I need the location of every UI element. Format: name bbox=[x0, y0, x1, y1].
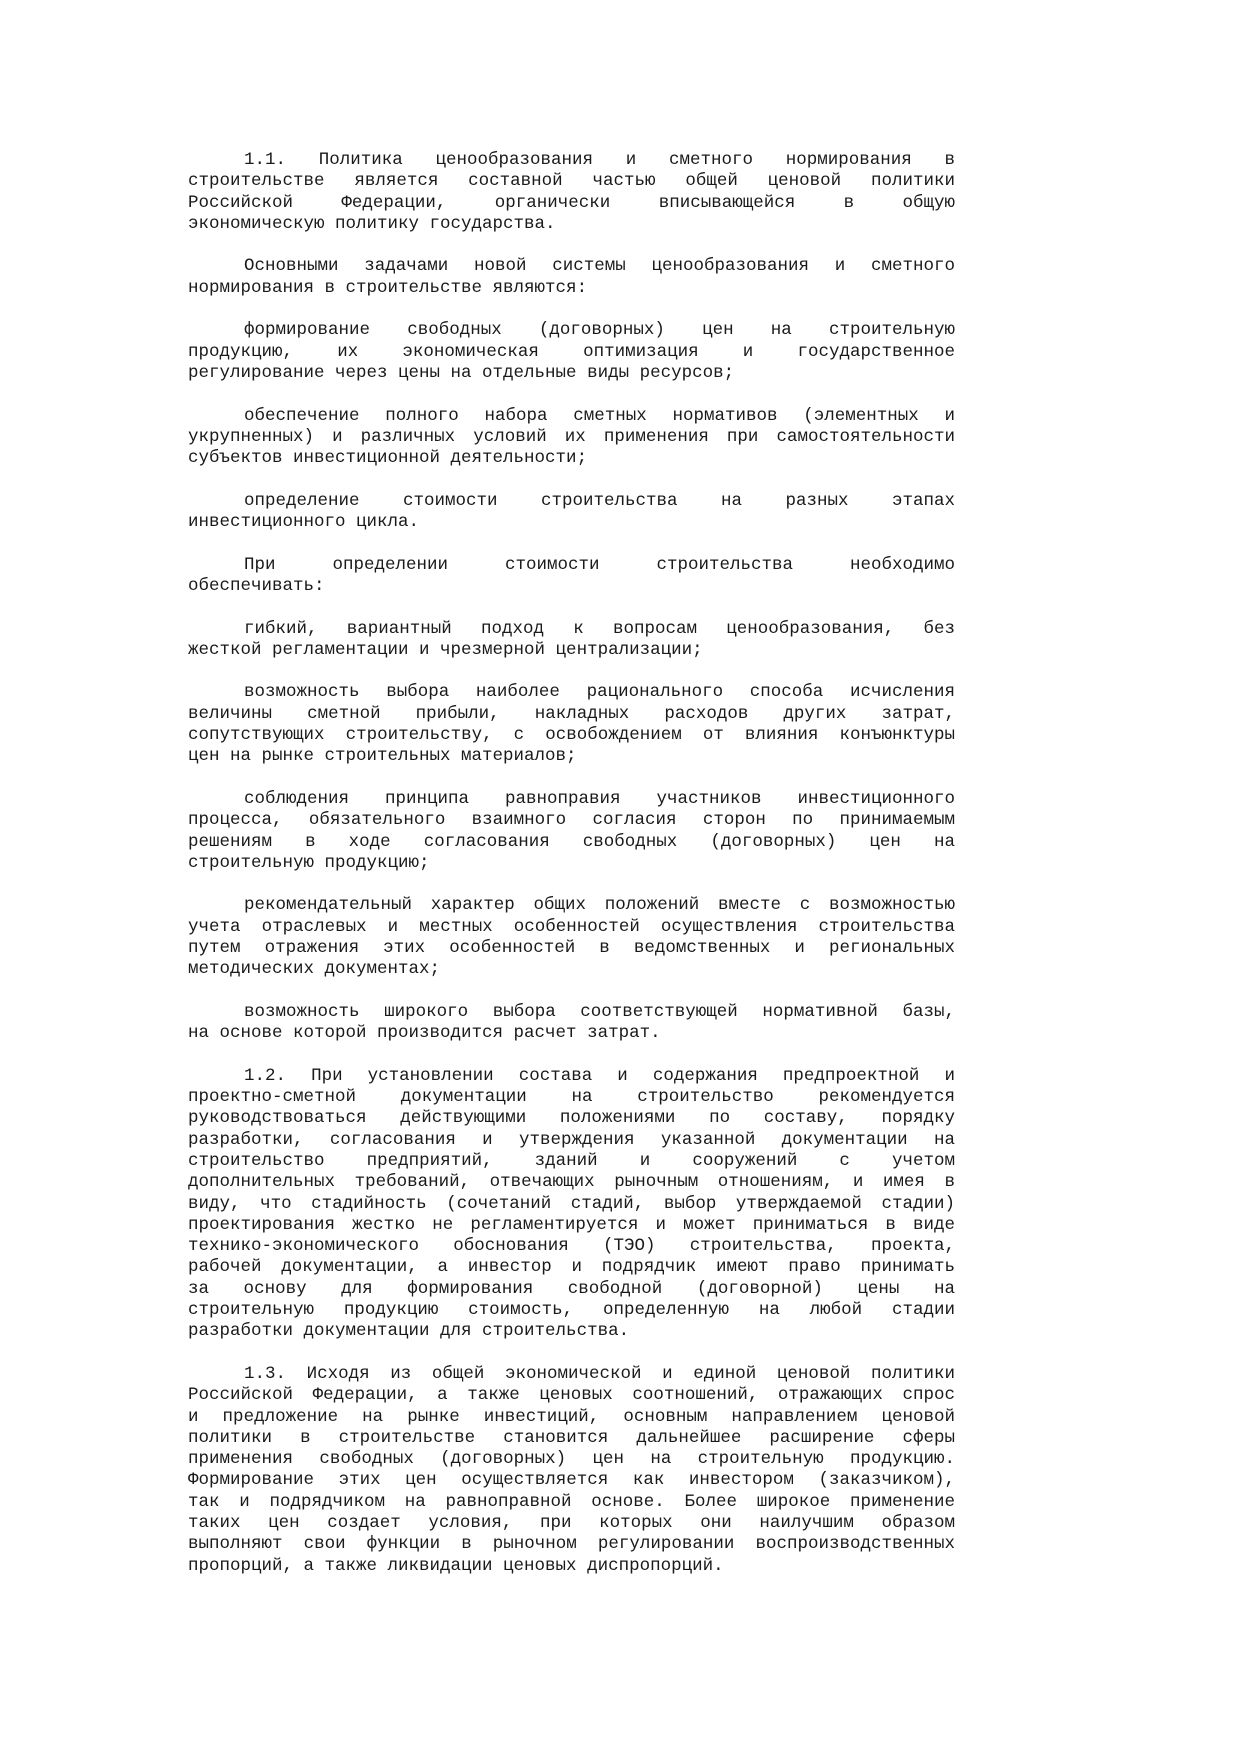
text-line: проектирования жестко не регламентируется и может приниматься в виде bbox=[188, 1214, 955, 1235]
text-line: применения свободных (договорных) цен на строительную продукцию. bbox=[188, 1449, 955, 1470]
text-line: субъектов инвестиционной деятельности; bbox=[188, 448, 588, 469]
text-line: формирование свободных (договорных) цен на строительную bbox=[244, 320, 955, 341]
text-line: обеспечение полного набора сметных нормативов (элементных и bbox=[244, 405, 955, 426]
text-line: сопутствующих строительству, с освобождением от влияния конъюнктуры bbox=[188, 725, 955, 746]
paragraph bbox=[188, 895, 955, 980]
text-line: гибкий, вариантный подход к вопросам ценообразования, без bbox=[244, 618, 955, 639]
text-line: разработки, согласования и утверждения указанной документации на bbox=[188, 1129, 955, 1150]
text-line: пропорций, а также ликвидации ценовых диспропорций. bbox=[188, 1555, 724, 1576]
text-line: соблюдения принципа равноправия участников инвестиционного bbox=[244, 788, 955, 809]
paragraph bbox=[188, 256, 955, 299]
text-line: величины сметной прибыли, накладных расходов других затрат, bbox=[188, 703, 955, 724]
document-page bbox=[188, 150, 955, 1598]
text-line: инвестиционного цикла. bbox=[188, 512, 420, 533]
text-line: Российской Федерации, органически вписывающейся в общую bbox=[188, 192, 955, 213]
paragraph bbox=[188, 1066, 955, 1343]
text-line: проектно-сметной документации на строительство рекомендуется bbox=[188, 1087, 955, 1108]
paragraph bbox=[188, 555, 955, 598]
text-line: строительство предприятий, зданий и сооружений с учетом bbox=[188, 1150, 955, 1171]
text-line: 1.3. Исходя из общей экономической и единой ценовой политики bbox=[244, 1363, 955, 1384]
text-line: на основе которой производится расчет затрат. bbox=[188, 1023, 661, 1044]
paragraph bbox=[188, 491, 955, 534]
text-line: таких цен создает условия, при которых они наилучшим образом bbox=[188, 1513, 955, 1533]
text-line: учета отраслевых и местных особенностей осуществления строительства bbox=[188, 916, 955, 937]
text-line: Основными задачами новой системы ценообразования и сметного bbox=[244, 256, 955, 277]
text-line: рабочей документации, а инвестор и подрядчик имеют право принимать bbox=[188, 1257, 955, 1278]
text-line: продукцию, их экономическая оптимизация и государственное bbox=[188, 341, 955, 362]
text-line: Российской Федерации, а также ценовых соотношений, отражающих спрос bbox=[188, 1385, 955, 1406]
text-line: решениям в ходе согласования свободных (договорных) цен на bbox=[188, 831, 955, 852]
text-line: Формирование этих цен осуществляется как инвестором (заказчиком), bbox=[188, 1470, 955, 1491]
paragraph bbox=[188, 682, 955, 767]
text-line: нормирования в строительстве являются: bbox=[188, 277, 588, 298]
paragraph bbox=[188, 619, 955, 662]
text-line: строительную продукцию стоимость, определенную на любой стадии bbox=[188, 1300, 955, 1321]
paragraph bbox=[188, 1002, 955, 1045]
text-line: жесткой регламентации и чрезмерной централизации; bbox=[188, 639, 703, 660]
text-line: процесса, обязательного взаимного согласия сторон по принимаемым bbox=[188, 810, 955, 831]
text-line: методических документах; bbox=[188, 959, 441, 980]
text-line: виду, что стадийность (сочетаний стадий, выбор утверждаемой стадии) bbox=[188, 1193, 955, 1214]
text-line: технико-экономического обоснования (ТЭО) строительства, проекта, bbox=[188, 1236, 955, 1257]
paragraph bbox=[188, 320, 955, 384]
text-line: определение стоимости строительства на разных этапах bbox=[244, 490, 955, 511]
text-line: регулирование через цены на отдельные виды ресурсов; bbox=[188, 362, 735, 383]
paragraph bbox=[188, 789, 955, 874]
paragraph bbox=[188, 1364, 955, 1577]
text-line: 1.1. Политика ценообразования и сметного нормирования в bbox=[244, 150, 955, 170]
text-line: 1.2. При установлении состава и содержания предпроектной и bbox=[244, 1065, 955, 1086]
text-line: При определении стоимости строительства необходимо bbox=[244, 554, 955, 575]
text-line: дополнительных требований, отвечающих рыночным отношениям, и имея в bbox=[188, 1172, 955, 1193]
text-line: за основу для формирования свободной (договорной) цены на bbox=[188, 1278, 955, 1299]
text-line: возможность выбора наиболее рационального способа исчисления bbox=[244, 682, 955, 703]
text-line: руководствоваться действующими положениями по составу, порядку bbox=[188, 1108, 955, 1129]
text-line: политики в строительстве становится дальнейшее расширение сферы bbox=[188, 1427, 955, 1448]
text-line: рекомендательный характер общих положений вместе с возможностью bbox=[244, 895, 955, 916]
text-line: и предложение на рынке инвестиций, основным направлением ценовой bbox=[188, 1406, 955, 1427]
text-line: так и подрядчиком на равноправной основе. Более широкое применение bbox=[188, 1491, 955, 1512]
text-line: обеспечивать: bbox=[188, 575, 325, 596]
text-line: укрупненных) и различных условий их применения при самостоятельности bbox=[188, 426, 955, 447]
paragraph bbox=[188, 406, 955, 470]
text-line: путем отражения этих особенностей в ведомственных и региональных bbox=[188, 937, 955, 958]
text-line: цен на рынке строительных материалов; bbox=[188, 746, 577, 767]
text-line: выполняют свои функции в рыночном регулировании воспроизводственных bbox=[188, 1534, 955, 1555]
text-line: возможность широкого выбора соответствующей нормативной базы, bbox=[244, 1001, 955, 1022]
paragraph bbox=[188, 150, 955, 235]
text-line: разработки документации для строительства. bbox=[188, 1321, 630, 1342]
text-line: экономическую политику государства. bbox=[188, 213, 556, 234]
text-line: строительстве является составной частью общей ценовой политики bbox=[188, 171, 955, 192]
text-line: строительную продукцию; bbox=[188, 852, 430, 873]
